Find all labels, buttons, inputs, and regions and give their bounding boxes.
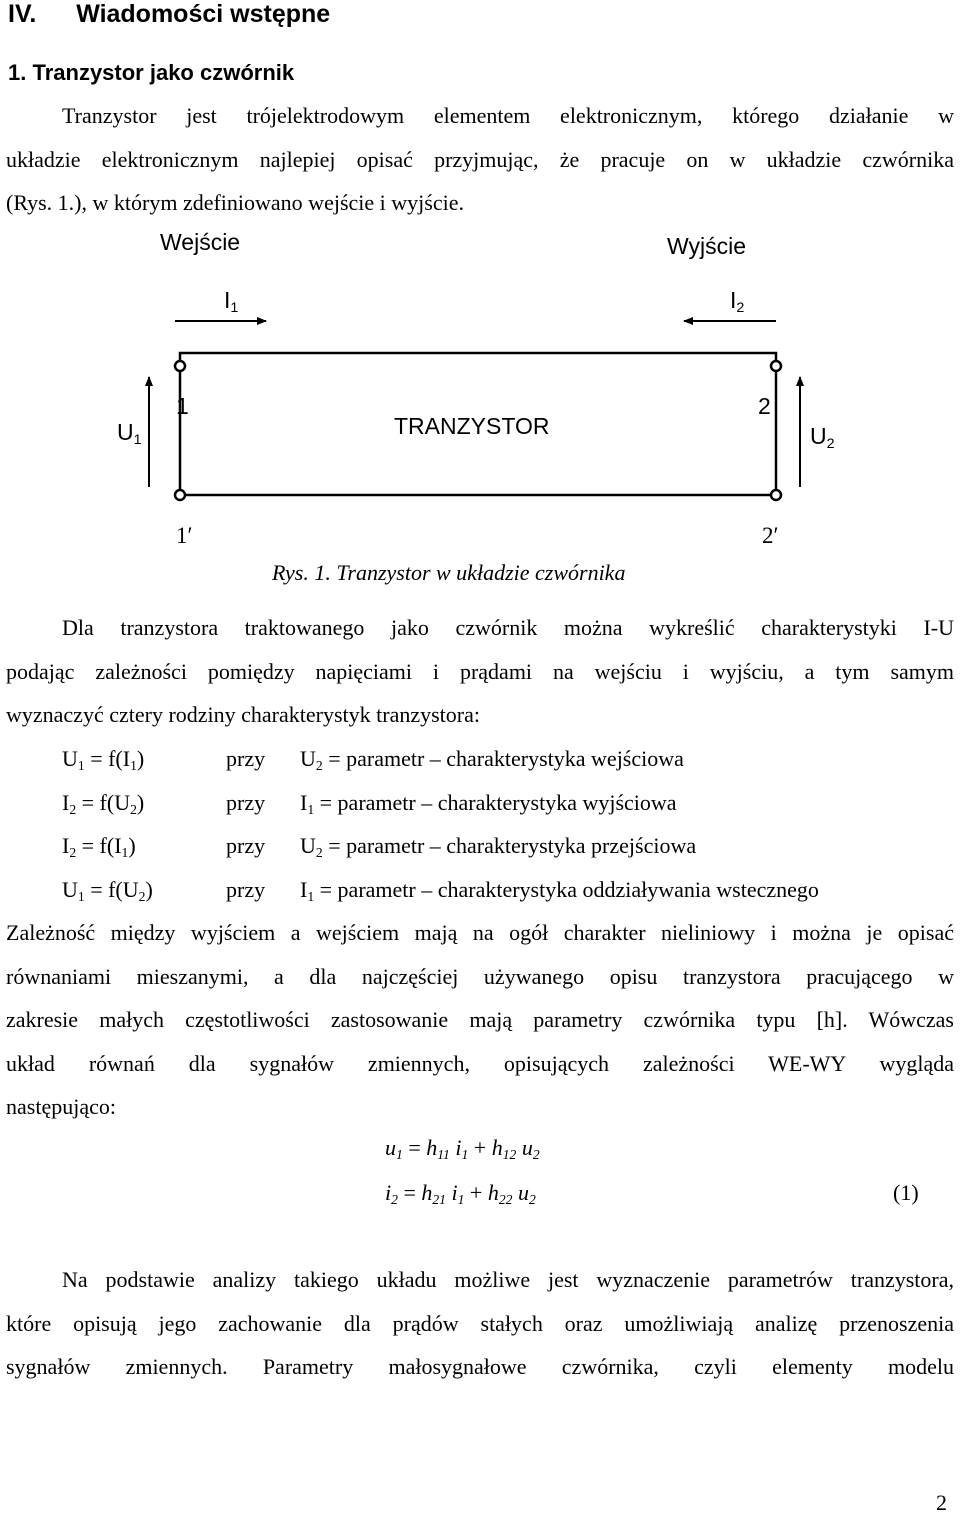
- terminal-2-prime: [771, 490, 781, 500]
- figure-quadripole: [0, 225, 960, 595]
- para3-line-1: Zależność między wyjściem a wejściem mają na ogół charakter nieliniowy i można je opisać: [6, 920, 954, 945]
- figure-caption: Rys. 1. Tranzystor w układzie czwórnika: [272, 560, 626, 585]
- section-number: IV.: [8, 0, 37, 28]
- para3-line-3: zakresie małych częstotliwości zastosowanie mają parametry czwórnika typu [h]. Wówczas: [6, 1007, 954, 1032]
- para3-line-4: układ równań dla sygnałów zmiennych, opisujących zależności WE-WY wygląda: [6, 1050, 954, 1076]
- paragraph-2: [6, 606, 954, 737]
- i2-label: $I_2$: [730, 287, 745, 316]
- intro-line-3: (Rys. 1.), w którym zdefiniowano wejście i wyjście.: [6, 190, 464, 215]
- equation-2: $i_2 = h_{21}$ $i_1 + h_{22}$ $u_2$: [385, 1180, 536, 1207]
- characteristic-row: $I_2 = f(I_1)$ przy $U_2$ = parametr – charakterystyka przejściowa: [62, 833, 697, 860]
- u1-label: $U_1$: [117, 419, 142, 448]
- terminal-1-label: 1: [176, 393, 189, 419]
- terminal-2: [771, 361, 781, 371]
- characteristic-row: $U_1 = f(I_1)$ przy $U_2$ = parametr – charakterystyka wejściowa: [62, 746, 684, 773]
- terminal-1: [175, 361, 185, 371]
- para2-line-3: wyznaczyć cztery rodziny charakterystyk tranzystora:: [6, 702, 480, 727]
- paragraph-3: [6, 911, 954, 1129]
- subsection-title: Tranzystor jako czwórnik: [32, 60, 295, 85]
- intro-paragraph: [6, 94, 954, 225]
- para3-line-2: równaniami mieszanymi, a dla najczęściej używanego opisu tranzystora pracującego w: [6, 963, 954, 989]
- output-label: Wyjście: [667, 233, 747, 259]
- terminal-2-label: 2: [758, 393, 771, 419]
- characteristic-row: $U_1 = f(U_2)$ przy $I_1$ = parametr – charakterystyka oddziaływania wstecznego: [62, 876, 819, 904]
- para2-line-1: Dla tranzystora traktowanego jako czwórnik można wykreślić charakterystyki I-U: [62, 615, 954, 640]
- equation-1: $u_1 = h_{11}$ $i_1 + h_{12}$ $u_2$: [385, 1135, 540, 1162]
- subsection-heading: [8, 60, 294, 86]
- box-label: TRANZYSTOR: [394, 413, 550, 439]
- intro-line-1: Tranzystor jest trójelektrodowym elementem elektronicznym, którego działanie w: [62, 103, 954, 128]
- quadripole-diagram: [0, 225, 960, 595]
- page-number: 2: [936, 1490, 947, 1515]
- section-heading: [8, 0, 330, 29]
- terminal-1-prime: [175, 490, 185, 500]
- paragraph-4: [6, 1258, 954, 1389]
- subsection-number: 1.: [8, 60, 27, 85]
- para2-line-2: podając zależności pomiędzy napięciami i prądami na wejściu i wyjściu, a tym samym: [6, 658, 954, 684]
- para4-line-1: Na podstawie analizy takiego układu możliwe jest wyznaczenie parametrów tranzystora,: [62, 1267, 954, 1292]
- characteristic-row: $I_2 = f(U_2)$ przy $I_1$ = parametr – charakterystyka wyjściowa: [62, 789, 677, 817]
- i1-label: $I_1$: [224, 287, 239, 316]
- u2-label: $U_2$: [810, 423, 835, 452]
- section-title: Wiadomości wstępne: [76, 0, 331, 28]
- para3-line-5: następująco:: [6, 1094, 116, 1119]
- intro-line-2: układzie elektronicznym najlepiej opisać przyjmując, że pracuje on w układzie czwórnika: [6, 146, 954, 172]
- terminal-1-prime-label: 1′: [176, 523, 193, 548]
- equation-number: (1): [893, 1180, 919, 1205]
- terminal-2-prime-label: 2′: [762, 523, 779, 548]
- para4-line-2: które opisują jego zachowanie dla prądów stałych oraz umożliwiają analizę przenoszenia: [6, 1310, 954, 1336]
- characteristics-list: [62, 737, 952, 911]
- input-label: Wejście: [160, 229, 241, 255]
- para4-line-3: sygnałów zmiennych. Parametry małosygnałowe czwórnika, czyli elementy modelu: [6, 1354, 954, 1379]
